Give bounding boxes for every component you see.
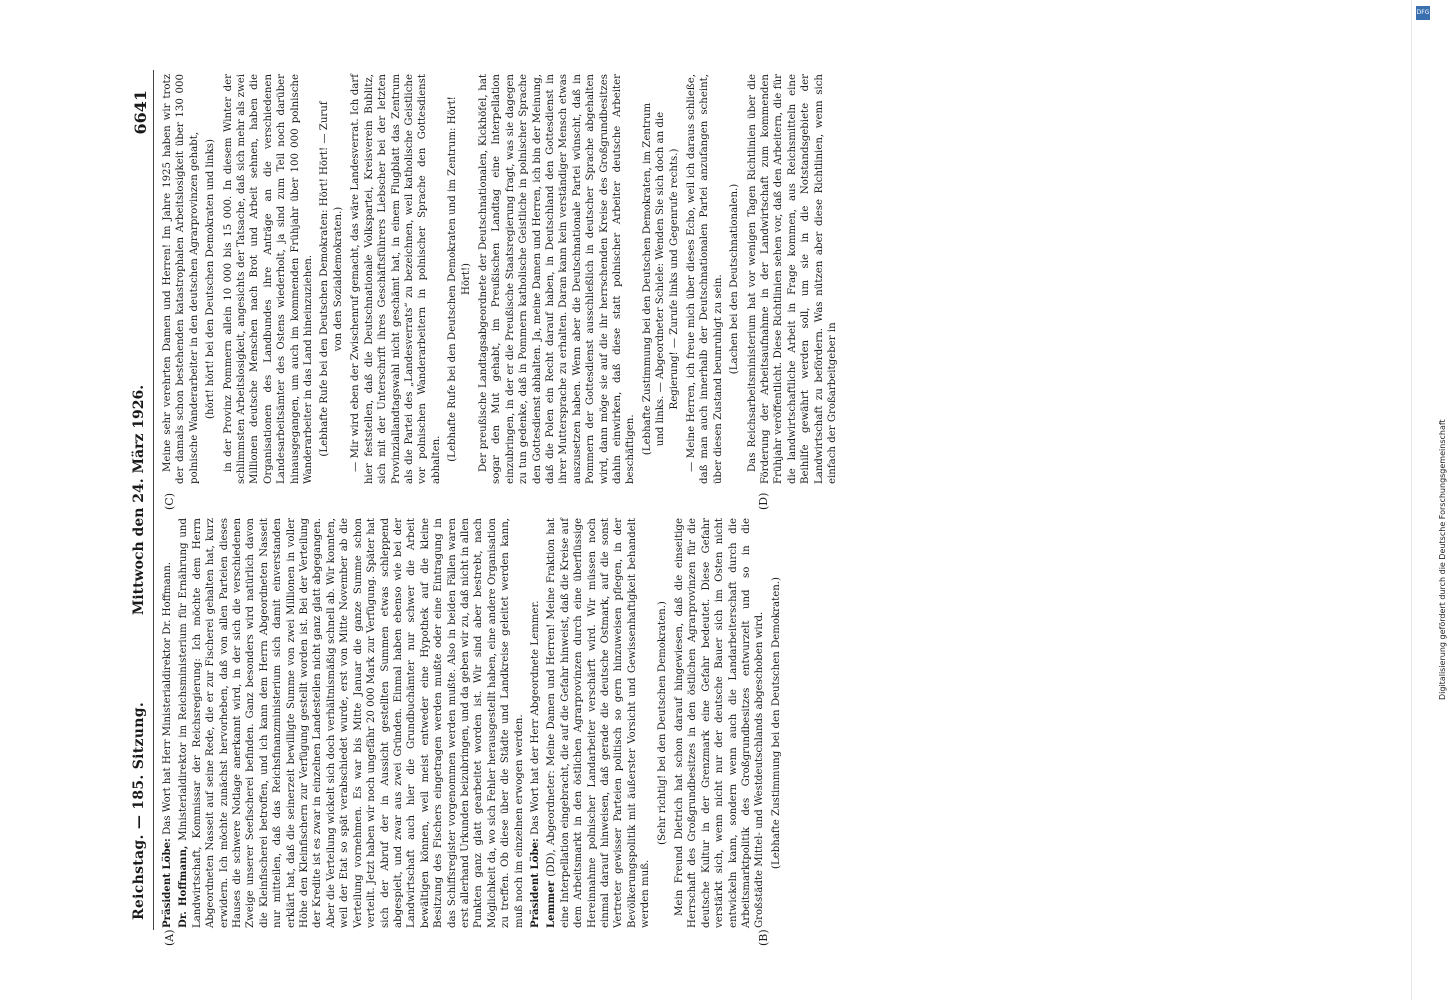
paragraph-text: Ministerialdirektor im Reichsministerium für Ernährung und Landwirtschaft, Kommissar der Reichsregierung: Ich möchte dem Herrn Abgeordneten Nasseit auf seine Rede, die er zur Fischerei gehalten hat, kurz erwidern. Ich möchte zunächst hervorheben, daß von allen Parteien dieses Hauses die schwere Notlage anerkannt wird, in der sich die verschiedenen Zweige unserer Seefischerei befinden. Ganz besonders wird natürlich davon die Kleinfischerei betroffen, und ich kann dem Herrn Abgeordneten Nasseit nur mitteilen, daß das Reichsfinanzministerium sich damit einverstanden erklärt hat, daß die seinerzeit bewilligte Summe von zwei Millionen in voller Höhe den Kleinfischern zur Verfügung gestellt worden ist. Bei der Verteilung der Kredite ist es zwar in einzelnen Landesteilen nicht ganz glatt abgegangen. Aber die Verteilung wickelt sich doch verhältnismäßig schnell ab. Wir konnten, weil der Etat so spät verabschiedet wurde, erst von Mitte November ab die Verteilung vornehmen. Es war bis Mitte Januar die ganze Summe schon verteilt. Jetzt haben wir noch ungefähr 20 000 Mark zur Verfügung. Später hat sich der Abruf der in Aussicht gestellten Summen etwas schleppend abgespielt, und zwar aus zwei Gründen. Einmal haben ebenso wie bei der Landwirtschaft auch hier die Grundbuchämter nur schwer die Arbeit bewältigen können, weil meist entweder eine Hypothek auf die kleine Besitzung des Fischers eingetragen werden mußte oder eine Eintragung in das Schiffsregister vorgenommen werden mußte. Also in beiden Fällen waren erst allerhand Urkunden beizubringen, und da geben wir zu, daß nicht in allen Punkten ganz glatt gearbeitet worden ist. Wir sind aber bestrebt, nach Möglichkeit da, wo sich Fehler herausgestellt haben, eine andere Organisation zu treffen. Ob diese über die Städte und Landkreise geleitet werden kann, muß noch im einzelnen erwogen werden. <box>178 518 525 928</box>
left-column <box>161 518 787 928</box>
paragraph <box>161 74 201 484</box>
interjection: (Lebhafte Zustimmung bei den Deutschen Demokraten.) <box>770 576 782 870</box>
paragraph-text: — Meine Herren, ich freue mich über dieses Echo, weil ich daraus schließe, daß man auch innerhalb der Deutschnationalen Partei anzufangen scheint, über diesen Zustand beunruhigt zu sein. <box>686 74 724 484</box>
interjection: (Sehr richtig! bei den Deutschen Demokraten.) <box>656 601 668 845</box>
speaker-name: Präsident Löbe: <box>528 838 541 928</box>
document-page <box>117 50 1417 950</box>
margin-mark-d: (D) <box>757 492 770 510</box>
interjection: (Lebhafte Rufe bei den Deutschen Demokraten: Hört! Hört! — Zuruf von den Sozialdemokraten.) <box>319 101 344 457</box>
header-session: Reichstag. — 185. Sitzung. <box>131 701 147 920</box>
paragraph <box>685 74 725 484</box>
paragraph-text: (DD), Abgeordneter: Meine Damen und Herren! Meine Fraktion hat eine Interpellation eingebracht, die auf die Gefahr hinweist, daß die Kreise auf dem Arbeitsmarkt in den östlichen Agrarprovinzen durch eine überflüssige Hereinnahme polnischer Landarbeiter verschärft wird. Wir müssen noch einmal darauf hinweisen, daß gerade die deutsche Ostmark, auf die sonst Vertreter gewisser Parteien politisch so gern hinzuweisen pflegen, in der Bevölkerungspolitik mit äußerster Vorsicht und Gewissenhaftigkeit behandelt werden muß. <box>546 518 652 928</box>
interjection: (Lachen bei den Deutschnationalen.) <box>729 183 741 375</box>
paragraph-text: Das Wort hat der Herr Abgeordnete Lemmer. <box>529 600 541 835</box>
paragraph-text: in der Provinz Pommern allein 10 000 bis 15 000. In diesem Winter der schlimmsten Arbeitslosigkeit, angesichts der Tatsache, daß sich mehr als zwei Millionen deutsche Menschen nach Brot und Arbeit sehnen, haben die Organisationen des Landbundes ihre Anträge an die verschiedenen Landesarbeitsämter des Ostens wiederholt, ja sind zum Teil noch darüber hinausgegangen, um auch im kommenden Frühjahr über 100 000 polnische Wanderarbeiter in das Land hineinzuziehen. <box>222 74 315 484</box>
paragraph-text: Mein Freund Dietrich hat schon darauf hingewiesen, daß die einseitige Herrschaft des Großgrundbesitzes in den östlichen Agrarprovinzen für die deutsche Kultur in der Grenzmark eine Gefahr bedeutet. Diese Gefahr verstärkt sich, wenn nicht nur der deutsche Bauer sich im Osten nicht entwickeln kann, sondern wenn auch die Landarbeiterschaft durch die Arbeitsmarktpolitik des Großgrundbesitzes entwurzelt und so in die Großstädte Mittel- und Westdeutschlands abgeschoben wird. <box>674 518 766 928</box>
paragraph <box>545 518 652 928</box>
speaker-name: Dr. Hoffmann, <box>177 845 190 928</box>
page-header <box>131 50 151 950</box>
header-rule <box>153 70 154 930</box>
interjection: (hört! hört! bei den Deutschen Demokraten und links) <box>205 139 217 419</box>
paragraph-text: — Mir wird eben der Zwischenruf gemacht, das wäre Landesverrat. Ich darf hier feststellen, daß die Deutschnationale Volkspartei, Kreisverein Bublitz, sich mit der Unterschrift ihres Geschäftsführers Liebscher bei der letzten Provinziallandtagswahl nicht geschämt hat, in einem Flugblatt das Zentrum als die Partei des „Landesverrats“ zu bezeichnen, weil katholische Geistliche vor polnischen Wanderarbeitern in polnischer Sprache den Gottesdienst abhalten. <box>350 74 442 484</box>
right-column <box>161 74 843 484</box>
page-number: 6641 <box>131 90 150 135</box>
paragraph <box>746 74 840 484</box>
paragraph <box>477 74 638 484</box>
paragraph <box>673 518 767 928</box>
margin-mark-c: (C) <box>163 493 176 510</box>
paragraph-text: Das Reichsarbeitsministerium hat vor wenigen Tagen Richtlinien über die Förderung der Arbeitsaufnahme in der Landwirtschaft zum kommenden Frühjahr veröffentlicht. Diese Richtlinien sehen vor, daß den Arbeitern, die für die landwirtschaftliche Arbeit in Frage kommen, aus Reichsmitteln eine Beihilfe gewährt werden soll, um sie in die Notstandsgebiete der Landwirtschaft zu befördern. Was nützen aber diese Richtlinien, wenn sich einfach der Großarbeitgeber in <box>746 74 839 484</box>
paragraph-text: Der preußische Landtagsabgeordnete der Deutschnationalen, Kickhöfel, hat sogar den Mut gehabt, im Preußischen Landtag eine Interpellation einzubringen, in der er die Preußische Staatsregierung fragt, was sie dagegen zu tun gedenke, daß in Pommern katholische Geistliche in polnischer Sprache den Gottesdienst abhalten. Ja, meine Damen und Herren, ich bin der Meinung, daß die Polen ein Recht darauf haben, in Deutschland den Gottesdienst in ihrer Muttersprache zu erhalten. Daran kann kein verständiger Mensch etwas auszusetzen haben. Wenn aber die Deutschnationale Partei wünscht, daß in Pommern der Gottesdienst ausschließlich in deutscher Sprache abgehalten wird, dann möge sie auf die ihr herrschenden Kreise des Großgrundbesitzes dahin einwirken, daß diese statt polnischer Arbeiter deutsche Arbeiter beschäftigen. <box>477 74 637 484</box>
paragraph <box>177 518 526 928</box>
margin-mark-a: (A) <box>163 929 176 946</box>
interjection: (Lebhafte Rufe bei den Deutschen Demokraten und im Zentrum: Hört! Hört!) <box>447 96 472 462</box>
paragraph <box>349 74 443 484</box>
speaker-name: Präsident Löbe: <box>161 838 173 928</box>
header-date: Mittwoch den 24. März 1926. <box>131 384 147 616</box>
margin-mark-b: (B) <box>757 929 770 946</box>
credit-text: Digitalisierung gefördert durch die Deutsche Forschungsgemeinschaft <box>1438 419 1447 700</box>
dfg-logo: DFG <box>1416 6 1430 20</box>
paragraph <box>529 518 542 928</box>
paragraph-text: Meine sehr verehrten Damen und Herren! Im Jahre 1925 haben wir trotz der damals schon bestehenden katastrophalen Arbeitslosigkeit über 130 000 polnische Wanderarbeiter in den deutschen Agrarprovinzen gehabt, <box>162 74 200 484</box>
credit-stripe <box>1411 0 1447 1000</box>
paragraph-text: Das Wort hat Herr Ministerialdirektor Dr. Hoffmann. <box>162 561 173 835</box>
interjection: (Lebhafte Zustimmung bei den Deutschen Demokraten, im Zentrum und links. — Abgeordneter Schiele: Wenden Sie sich doch an die Regierung! — Zurufe links und Gegenrufe rechts.) <box>641 102 680 456</box>
paragraph <box>161 518 174 928</box>
paragraph <box>222 74 316 484</box>
speaker-name: Lemmer <box>545 880 558 928</box>
